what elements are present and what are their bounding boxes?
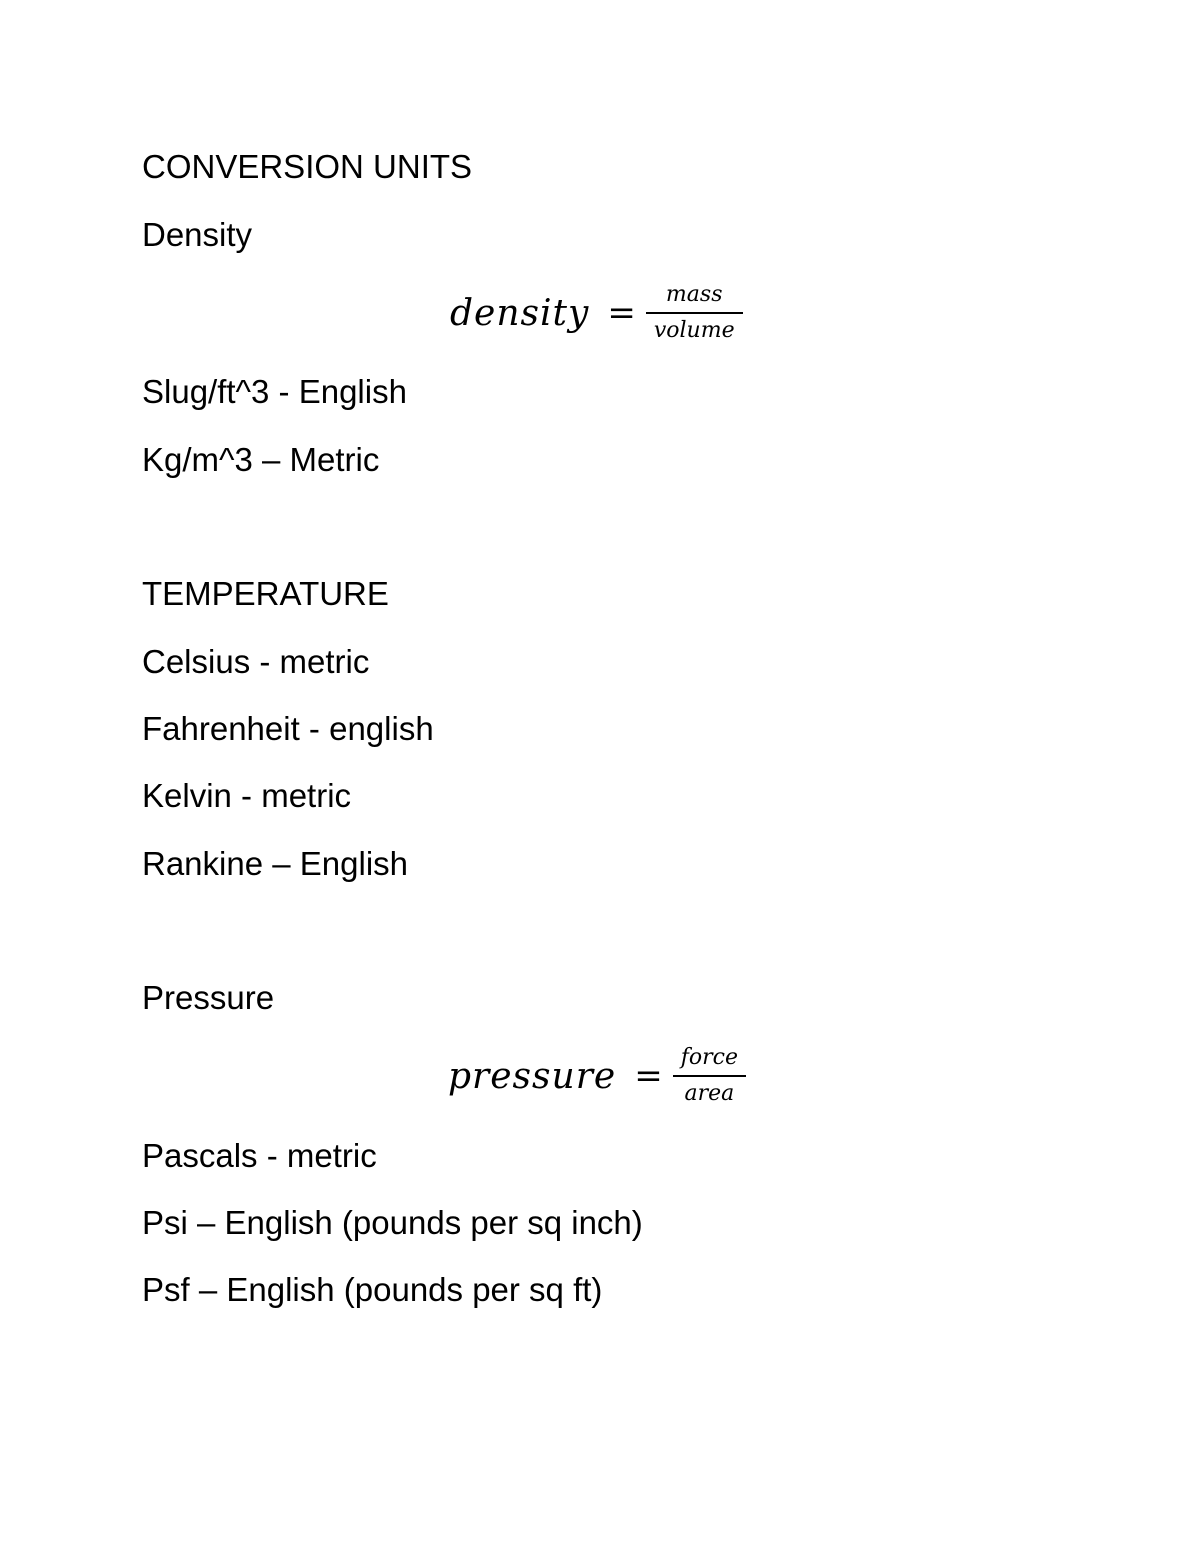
pressure-unit-psi: Psi – English (pounds per sq inch) [142, 1204, 643, 1241]
temperature-unit-celsius: Celsius - metric [142, 643, 370, 680]
density-numerator: mass [665, 282, 723, 307]
density-equation-sign: = [607, 293, 636, 333]
density-equation-lhs: density [450, 292, 590, 334]
density-fraction-bar [646, 312, 743, 314]
pressure-equation-sign: = [634, 1056, 663, 1096]
pressure-unit-psf: Psf – English (pounds per sq ft) [142, 1271, 603, 1308]
pressure-numerator: force [680, 1045, 738, 1070]
pressure-unit-pascals: Pascals - metric [142, 1137, 377, 1174]
density-denominator: volume [653, 318, 735, 343]
pressure-denominator: area [684, 1081, 735, 1106]
pressure-fraction [673, 1045, 746, 1107]
pressure-heading: Pressure [142, 979, 275, 1016]
density-fraction [646, 282, 743, 344]
density-heading: Density [142, 216, 253, 253]
pressure-equation-lhs: pressure [448, 1055, 617, 1097]
density-equation [450, 282, 743, 344]
density-unit-metric: Kg/m^3 – Metric [142, 441, 380, 478]
pressure-fraction-bar [673, 1075, 746, 1077]
density-unit-english: Slug/ft^3 - English [142, 373, 407, 410]
temperature-heading: TEMPERATURE [142, 575, 389, 612]
temperature-unit-fahrenheit: Fahrenheit - english [142, 710, 434, 747]
document-title: CONVERSION UNITS [142, 148, 473, 185]
temperature-unit-rankine: Rankine – English [142, 845, 408, 882]
pressure-equation [448, 1045, 746, 1107]
temperature-unit-kelvin: Kelvin - metric [142, 777, 352, 814]
